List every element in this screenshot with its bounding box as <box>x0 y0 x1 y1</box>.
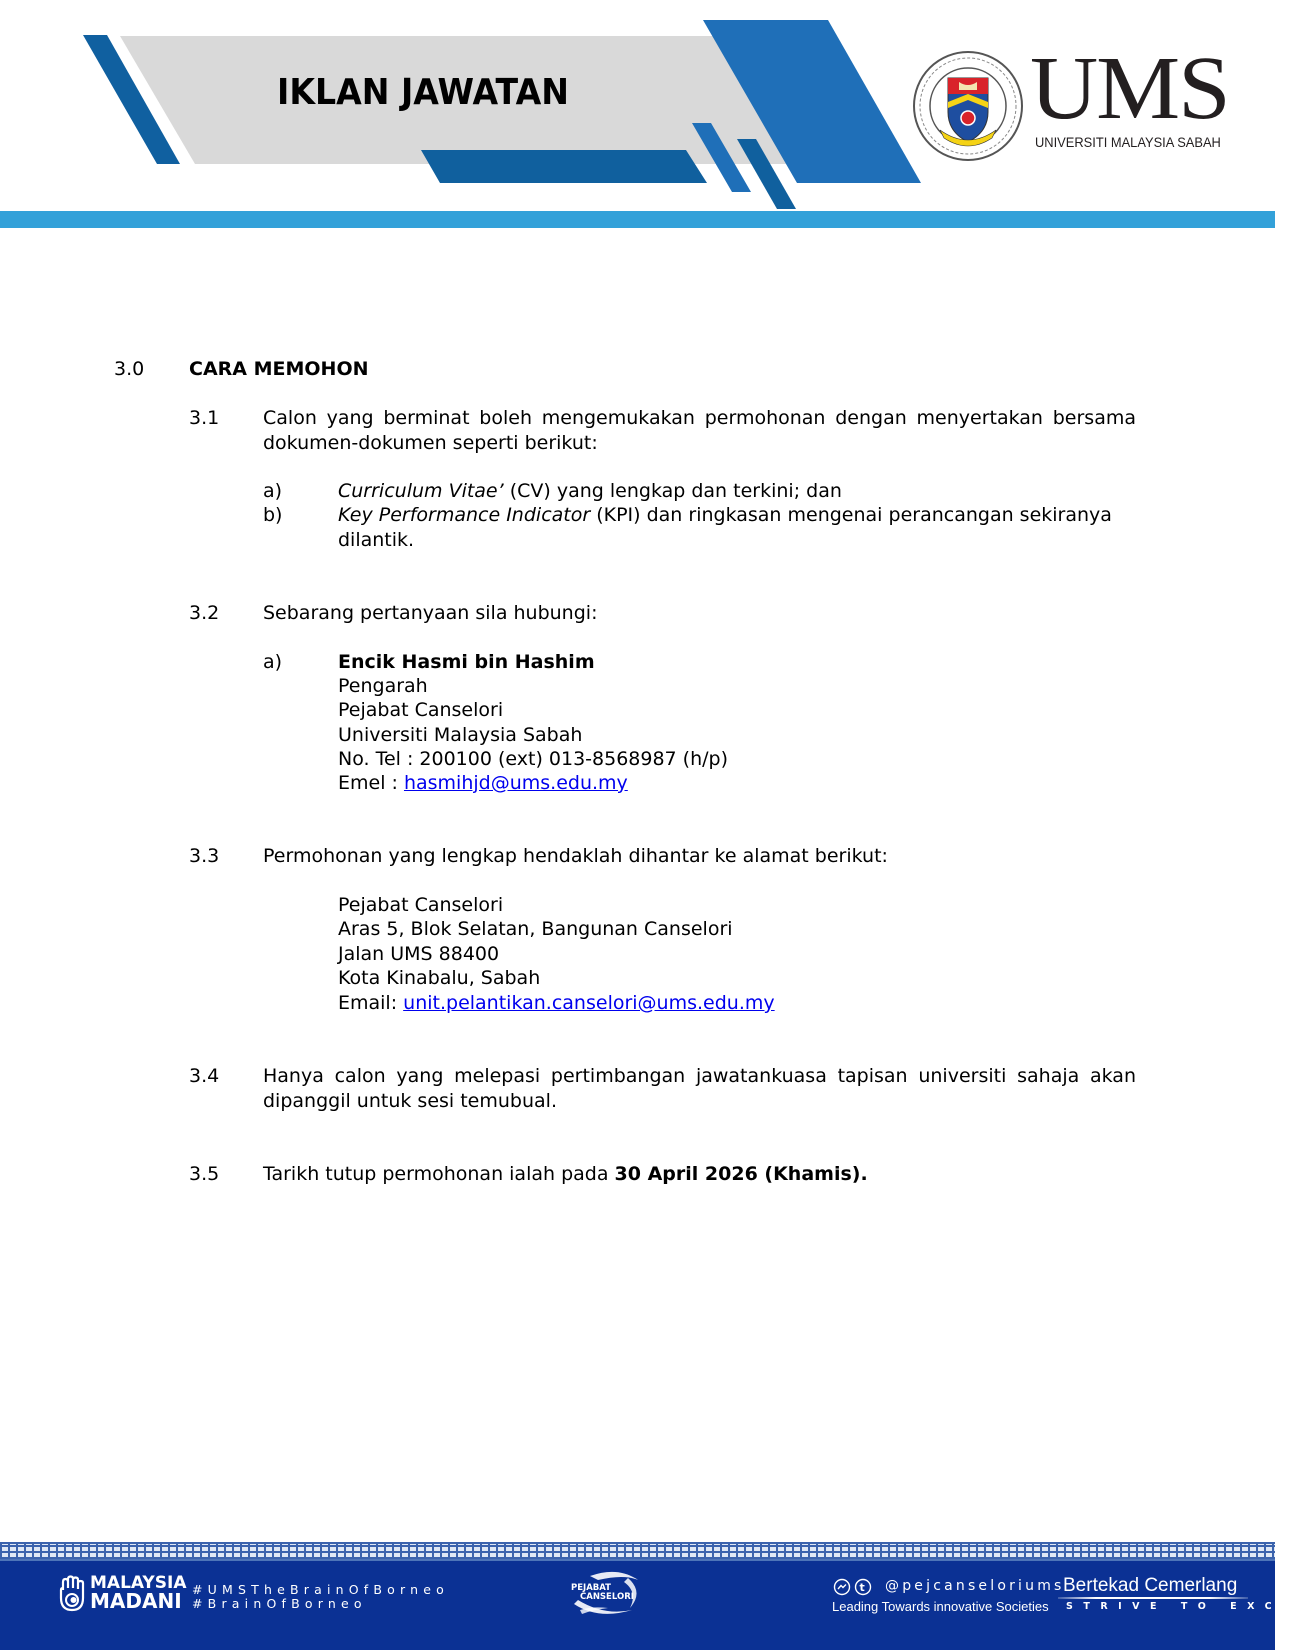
item-text-continuation: dipanggil untuk sesi temubual. <box>263 1090 557 1112</box>
madani-line1: MALAYSIA <box>90 1573 187 1593</box>
subitem-rest: (KPI) dan ringkasan mengenai perancangan sekiranya <box>590 504 1112 526</box>
motto-subtitle: STRIVE TO EXCEL <box>1066 1601 1316 1612</box>
footer-pattern-band <box>0 1542 1275 1561</box>
hashtag-ums: #UMSTheBrainOfBorneo <box>192 1582 450 1597</box>
ums-seal-icon <box>912 50 1024 162</box>
subitem-italic: Curriculum Vitae’ <box>338 480 504 502</box>
hashtag-borneo: #BrainOfBorneo <box>192 1596 367 1611</box>
subitem-text <box>338 503 1112 527</box>
item-number: 3.2 <box>189 602 220 624</box>
subitem-text <box>338 479 842 503</box>
item-number: 3.4 <box>189 1065 220 1087</box>
contact-email-row <box>338 771 628 795</box>
address-line: Jalan UMS 88400 <box>338 943 500 965</box>
section-number: 3.0 <box>114 358 145 380</box>
malaysia-madani-hand-icon <box>57 1576 89 1612</box>
address-email-row <box>338 991 775 1015</box>
pejabat-canselori-logo <box>568 1570 644 1620</box>
svg-text:t: t <box>859 1581 865 1594</box>
address-line: Kota Kinabalu, Sabah <box>338 967 541 989</box>
madani-line2: MADANI <box>90 1589 182 1613</box>
footer-tagline: Leading Towards innovative Societies <box>832 1599 1049 1614</box>
subitem-label: b) <box>263 504 283 526</box>
contact-email-link[interactable]: hasmihjd@ums.edu.my <box>403 772 628 794</box>
subitem-rest: (CV) yang lengkap dan terkini; dan <box>503 480 842 502</box>
item-text: Sebarang pertanyaan sila hubungi: <box>263 602 598 624</box>
page-title: IKLAN JAWATAN <box>277 72 569 113</box>
subitem-label: a) <box>263 480 283 502</box>
contact-office: Pejabat Canselori <box>338 699 504 721</box>
closing-date-text: Tarikh tutup permohonan ialah pada <box>263 1163 615 1185</box>
closing-date: 30 April 2026 (Khamis). <box>614 1163 868 1185</box>
tumblr-icon[interactable] <box>856 1580 871 1595</box>
header-bottom-bar <box>421 150 707 183</box>
address-email-link[interactable]: unit.pelantikan.canselori@ums.edu.my <box>403 992 775 1014</box>
motto-underline <box>1058 1597 1248 1599</box>
messenger-icon[interactable] <box>835 1580 850 1595</box>
malaysia-madani-logo-text <box>90 1575 186 1611</box>
subitem-italic: Key Performance Indicator <box>338 504 591 526</box>
contact-phone: No. Tel : 200100 (ext) 013-8568987 (h/p) <box>338 748 729 770</box>
contact-label: a) <box>263 651 283 673</box>
pc-logo-line1: PEJABAT <box>571 1583 611 1593</box>
pc-logo-line2: CANSELORI <box>580 1592 634 1602</box>
item-number: 3.3 <box>189 845 220 867</box>
ums-logo-subtitle: UNIVERSITI MALAYSIA SABAH <box>1035 134 1221 150</box>
item-text: Hanya calon yang melepasi pertimbangan jawatankuasa tapisan universiti sahaja akan <box>263 1065 1136 1087</box>
motto: Bertekad Cemerlang <box>1063 1575 1238 1596</box>
header-light-blue-bar <box>0 211 1275 228</box>
address-email-label: Email: <box>338 992 404 1014</box>
item-text <box>263 1162 868 1186</box>
social-handle: @pejcanseloriums <box>885 1578 1065 1594</box>
ums-logo-text: UMS <box>1030 39 1229 138</box>
item-text-continuation: dokumen-dokumen seperti berikut: <box>263 432 598 454</box>
item-number: 3.5 <box>189 1163 220 1185</box>
contact-email-label: Emel : <box>338 772 404 794</box>
subitem-continuation: dilantik. <box>338 529 415 551</box>
social-icons <box>833 1578 879 1596</box>
section-title: CARA MEMOHON <box>189 358 369 380</box>
item-number: 3.1 <box>189 407 220 429</box>
address-line: Aras 5, Blok Selatan, Bangunan Canselori <box>338 918 733 940</box>
item-text: Permohonan yang lengkap hendaklah dihantar ke alamat berikut: <box>263 845 888 867</box>
item-text: Calon yang berminat boleh mengemukakan permohonan dengan menyertakan bersama <box>263 407 1136 429</box>
contact-university: Universiti Malaysia Sabah <box>338 724 583 746</box>
contact-name: Encik Hasmi bin Hashim <box>338 651 595 673</box>
address-line: Pejabat Canselori <box>338 894 504 916</box>
contact-position: Pengarah <box>338 675 428 697</box>
